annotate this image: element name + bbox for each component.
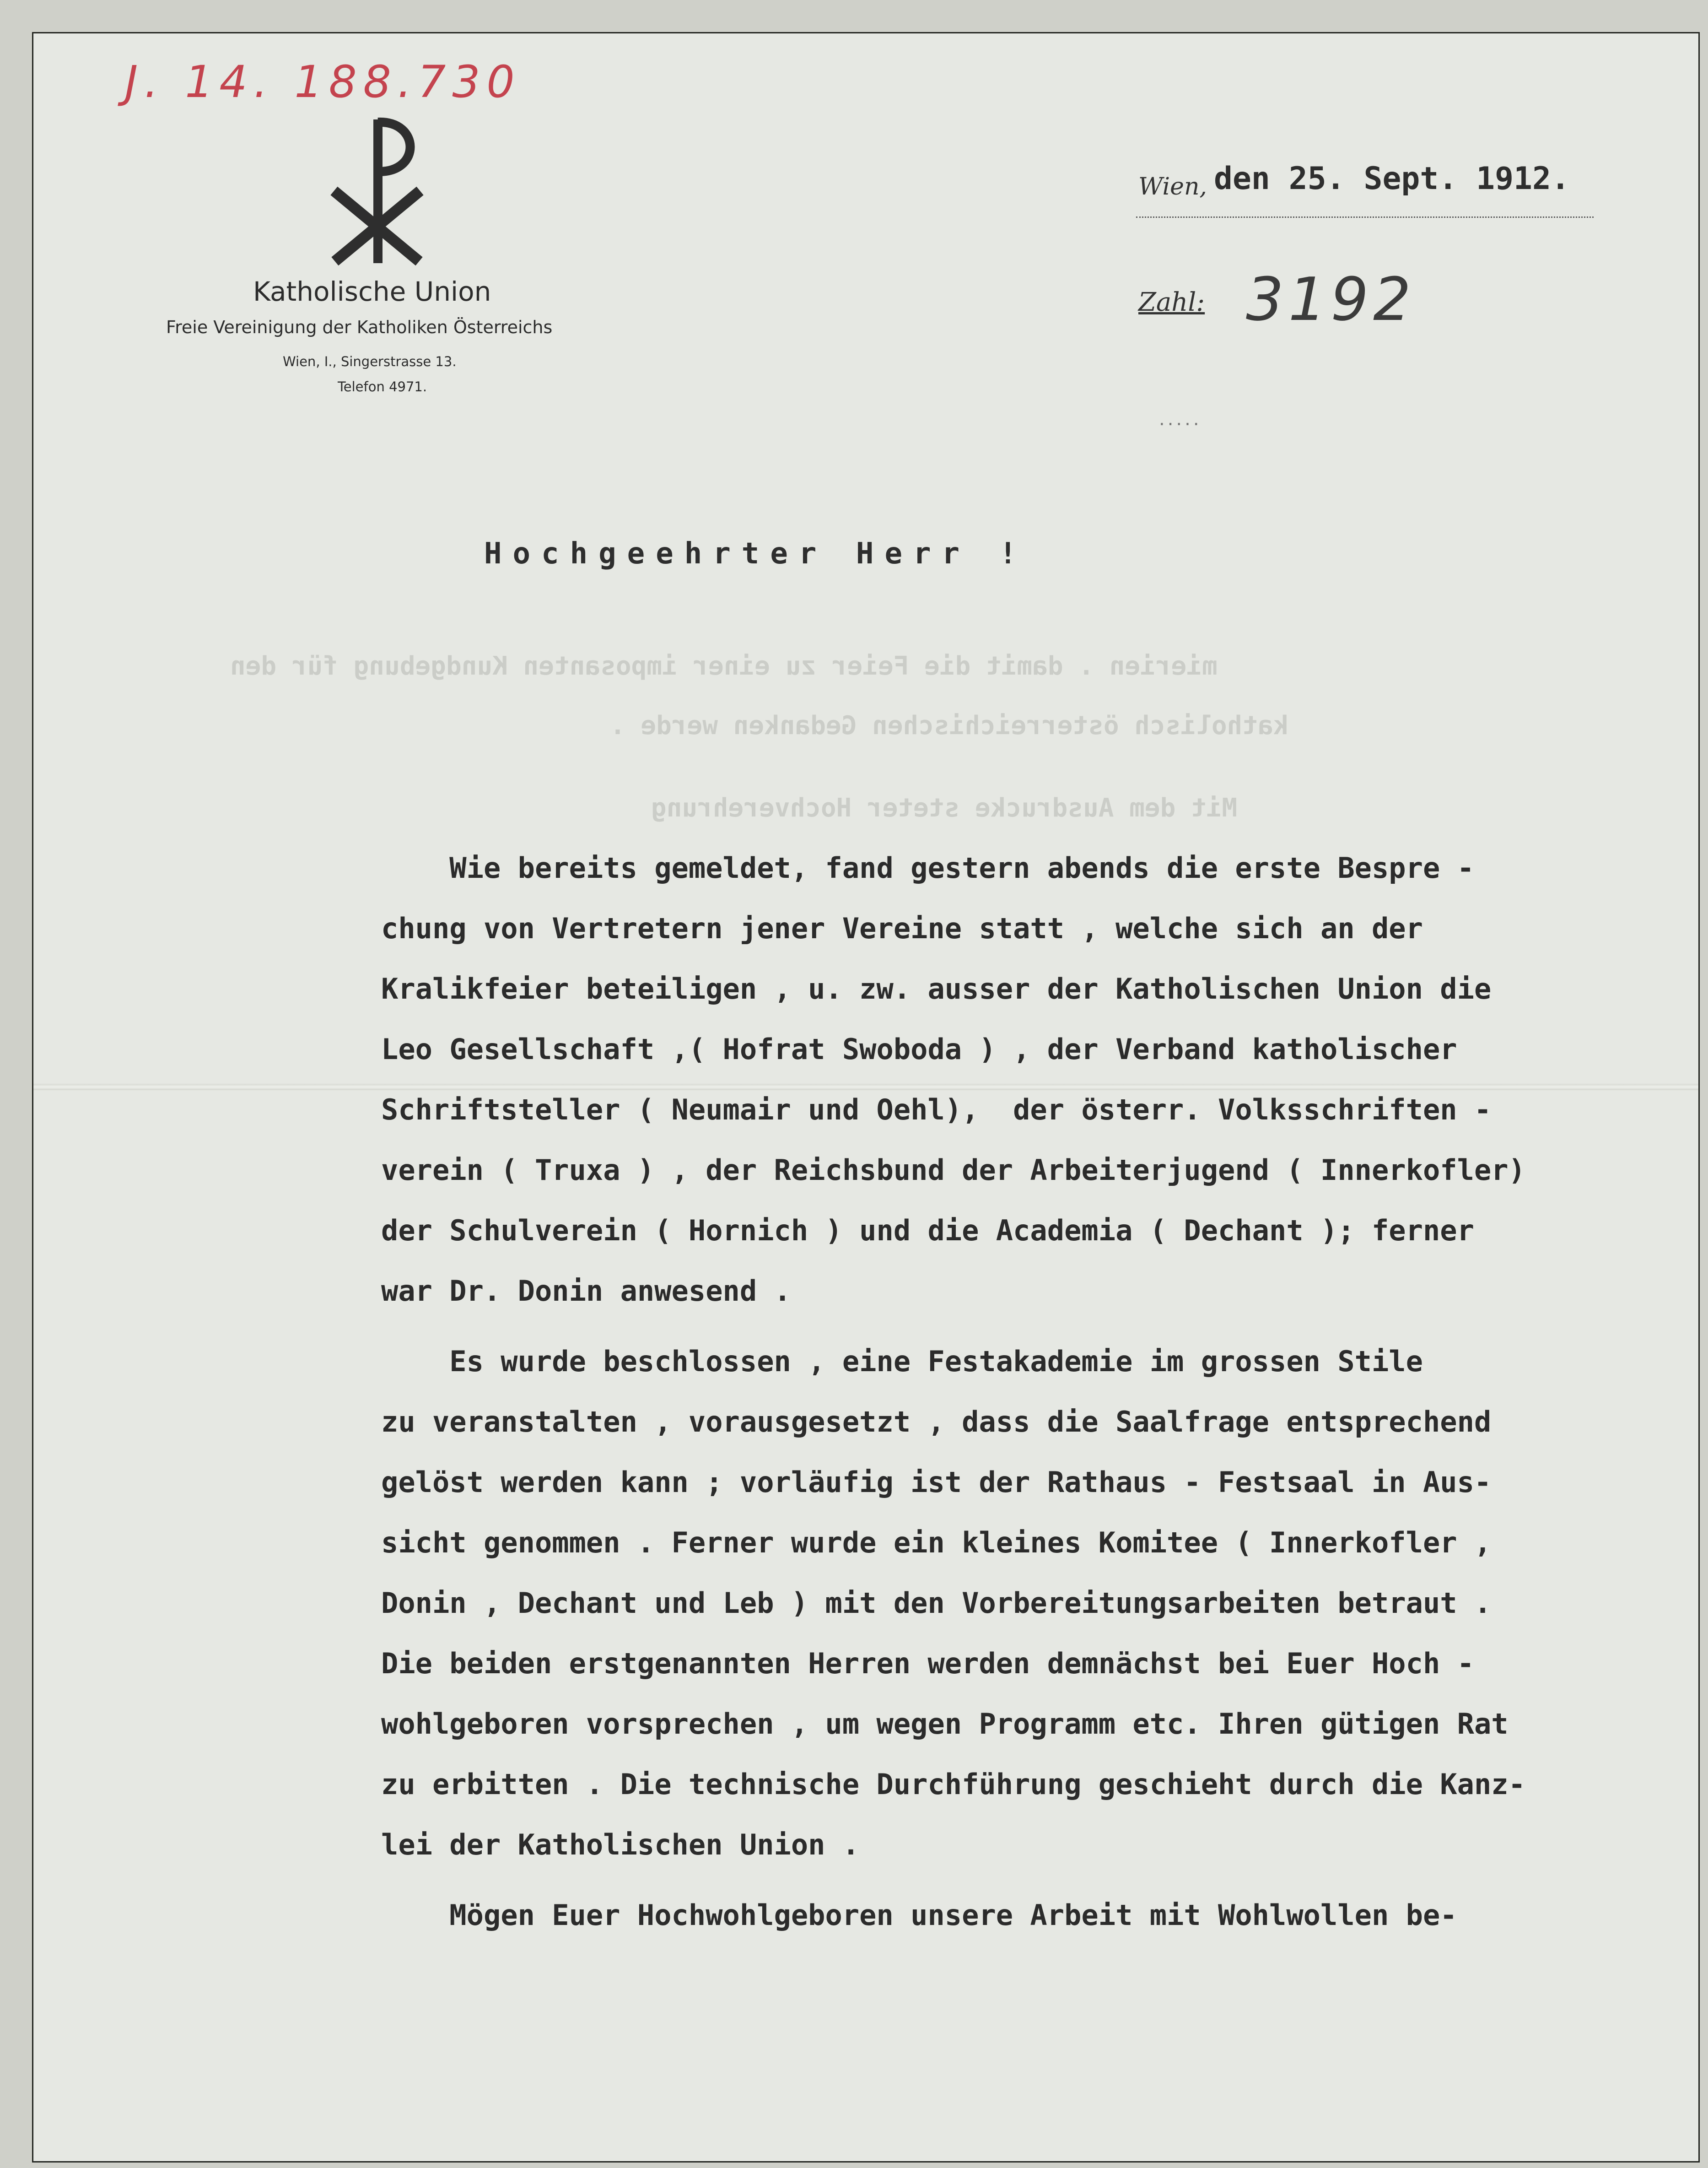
paragraph-gap [381,1321,1525,1331]
body-line: Kralikfeier beteiligen , u. zw. ausser der Katholischen Union die [381,972,1492,1006]
organization-name: Katholische Union [253,276,491,307]
body-line: chung von Vertretern jener Vereine statt , welche sich an der [381,912,1423,945]
body-line: sicht genommen . Ferner wurde ein kleines Komitee ( Innerkofler , [381,1526,1492,1559]
body-line: zu erbitten . Die technische Durchführung geschieht durch die Kanz- [381,1768,1525,1801]
organization-address: Wien, I., Singerstrasse 13. [283,354,457,369]
body-line: gelöst werden kann ; vorläufig ist der Rathaus - Festsaal in Aus- [381,1465,1492,1499]
letter-body [381,838,1525,1946]
bleed-through-line: katholisch österreichischen Gedanken werde . [610,711,1289,741]
body-line: verein ( Truxa ) , der Reichsbund der Arbeiterjugend ( Innerkofler) [381,1153,1525,1187]
body-line: zu veranstalten , vorausgesetzt , dass die Saalfrage entsprechend [381,1405,1492,1438]
body-line: Leo Gesellschaft ,( Hofrat Swoboda ) , der Verband katholischer [381,1033,1457,1066]
organization-telephone: Telefon 4971. [338,379,427,395]
letter-date: den 25. Sept. 1912. [1214,161,1570,197]
date-place: Wien, [1138,173,1207,200]
bleed-through-line: Mit dem Ausdrucke steter Hochverehrung [651,793,1238,823]
letter-page [32,32,1700,2163]
body-line: Die beiden erstgenannten Herren werden demnächst bei Euer Hoch - [381,1647,1474,1680]
bleed-through-line: mierien . damit die Feier zu einer imposanten Kundgebung für den [230,651,1218,681]
body-line: Es wurde beschlossen , eine Festakademie im grossen Stile [381,1345,1423,1378]
body-line: Donin , Dechant und Leb ) mit den Vorbereitungsarbeiten betraut . [381,1586,1492,1620]
body-line: wohlgeboren vorsprechen , um wegen Programm etc. Ihren gütigen Rat [381,1707,1509,1741]
body-line: der Schulverein ( Hornich ) und die Academia ( Dechant ); ferner [381,1214,1474,1247]
paragraph-gap [381,1875,1525,1885]
organization-subtitle: Freie Vereinigung der Katholiken Österreichs [166,317,553,337]
body-line: war Dr. Donin anwesend . [381,1274,791,1308]
archive-note: J. 14. 188.730 [125,56,521,108]
reference-label: Zahl: [1138,287,1205,317]
body-line: Wie bereits gemeldet, fand gestern abends die erste Bespre - [381,851,1474,885]
salutation: Hochgeehrter Herr ! [484,537,1028,571]
body-line: Mögen Euer Hochwohlgeboren unsere Arbeit mit Wohlwollen be- [381,1898,1457,1932]
body-line: Schriftsteller ( Neumair und Oehl), der österr. Volksschriften - [381,1093,1492,1126]
reference-filler: ..... [1159,409,1202,430]
chi-rho-icon [324,116,429,267]
body-line: lei der Katholischen Union . [381,1828,860,1861]
reference-number: 3192 [1246,265,1416,334]
